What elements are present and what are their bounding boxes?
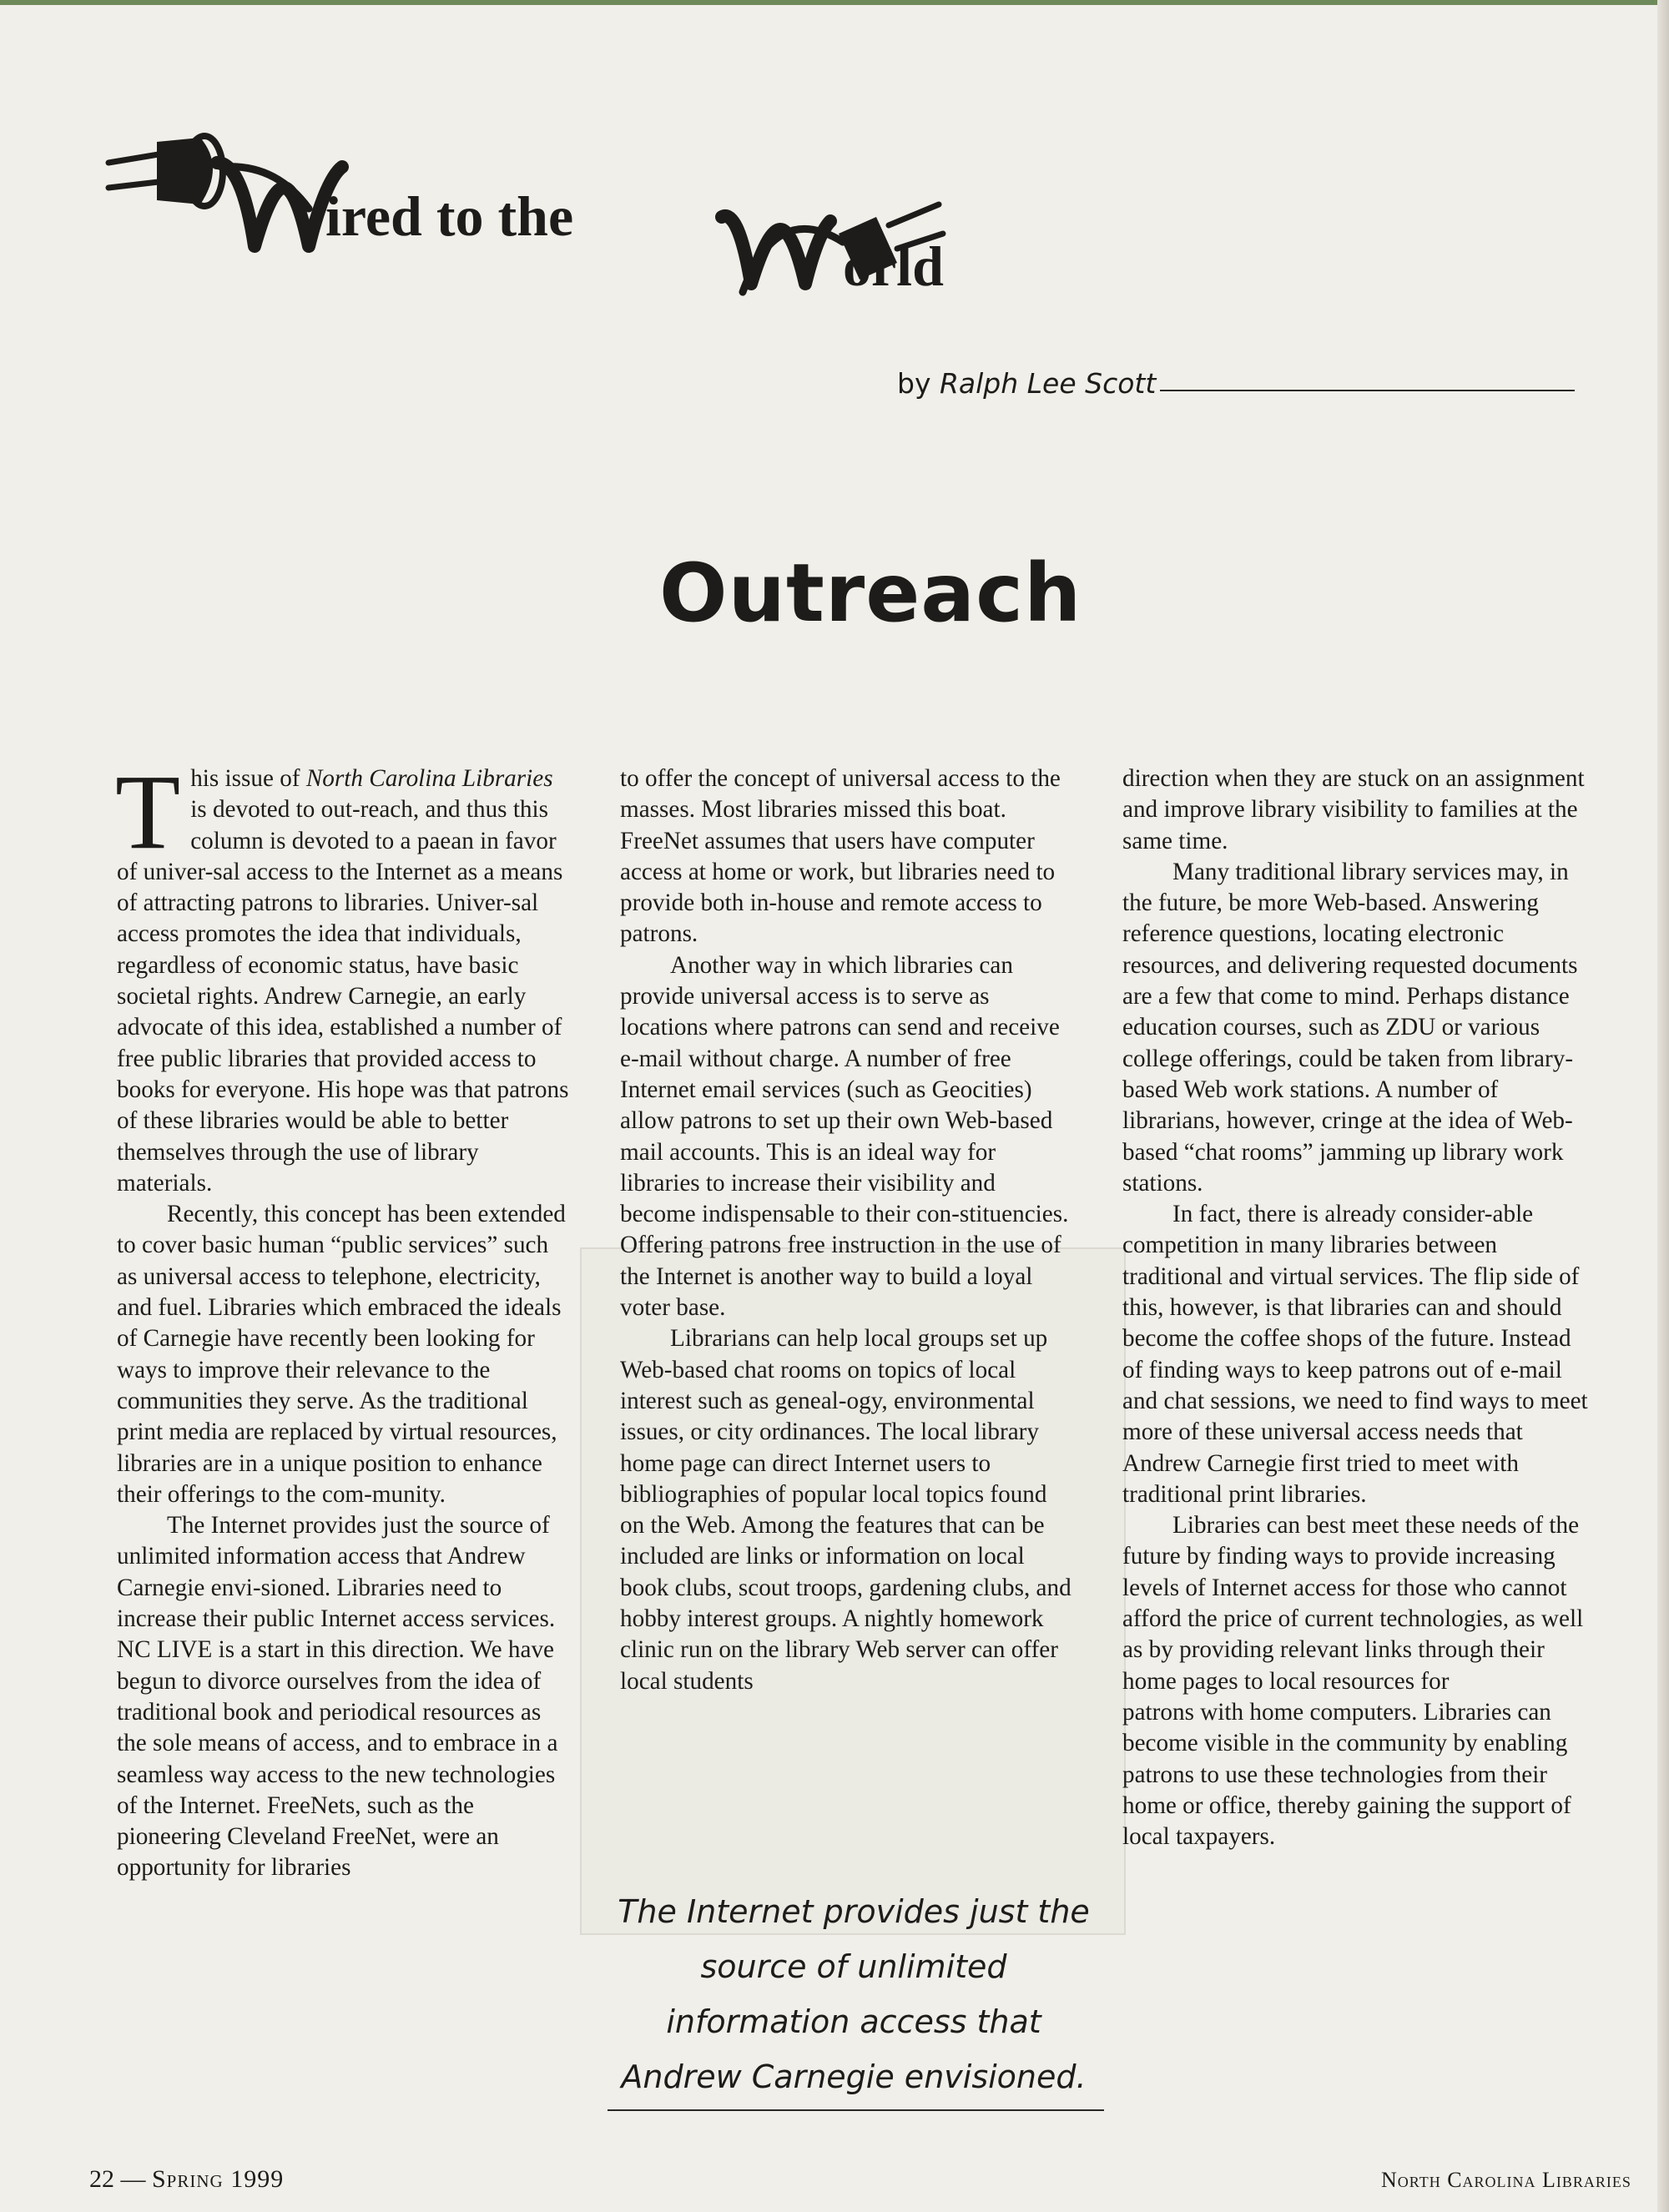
paragraph: The Internet provides just the source of unlimited information access that Andrew Carnegie envi-sioned. Libraries need to increase their public Internet access services. NC LIVE is a start in this direction. We have begun to divorce ourselves from the idea of traditional book and periodical resources as the sole means of access, and to embrace in a seamless way access to the new technologies of the Internet. FreeNets, such as the pioneering Cleveland FreeNet, were an opportunity for libraries (117, 1512, 558, 1882)
footer-journal: North Carolina Libraries (1381, 2168, 1631, 2192)
pull-quote: The Internet provides just the source of unlimited information access that Andrew Carnegie envisioned. (618, 1893, 1090, 2095)
column-2 (620, 763, 1075, 1697)
journal-name: North Carolina Libraries (305, 765, 553, 792)
page-top-edge (0, 0, 1669, 5)
page-number: 22 (89, 2165, 114, 2193)
paragraph: Recently, this concept has been extended to cover basic human “public services” such as universal access to telephone, electricity, and fuel. Libraries which embraced the ideals of Carnegie have recently been looking for ways to improve their relevance to the communities they serve. As the traditional print media are replaced by virtual resources, libraries are in a unique position to enhance their offerings to the com-munity. (117, 1201, 566, 1508)
title-part-1: ired to the (325, 184, 574, 248)
paragraph: direction when they are stuck on an assignment and improve library visibility to families at the same time. (1122, 765, 1585, 854)
paragraph: This issue of North Carolina Libraries is devoted to out-reach, and thus this column is devoted to a paean in favor of univer-sal access to the Internet as a means of attracting patrons to libraries. Univer-sal access promotes the idea that individuals, regardless of economic status, have basic societal rights. Andrew Carnegie, an early advocate of this idea, established a number of free public libraries that provided access to books for everyone. His hope was that patrons of these libraries would be able to better themselves through the use of library materials. (115, 753, 569, 1197)
paragraph: Libraries can best meet these needs of the future by finding ways to provide increasing levels of Internet access for those who cannot afford the price of current technologies, as well as by providing relevant links through their home pages to local resources for (1122, 1512, 1584, 1695)
byline-prefix: by (897, 367, 931, 400)
footer-left: 22 — Spring 1999 (89, 2165, 285, 2193)
byline (897, 367, 1156, 400)
byline-rule (1160, 390, 1575, 391)
column-1 (115, 753, 572, 1884)
column-3 (1122, 763, 1590, 1852)
author-name: Ralph Lee Scott (939, 367, 1157, 400)
paragraph: Another way in which libraries can provide universal access is to serve as locations where patrons can send and receive e-mail without charge. A number of free Internet email services (such as Geocities) allow patrons to set up their own Web-based mail accounts. This is an ideal way for libraries to increase their visibility and become indispensable to their con-stituencies. Offering patrons free instruction in the use of the Internet is another way to build a loyal voter base. (620, 951, 1069, 1322)
paragraph-tail: patrons with home computers. Libraries can become visible in the community by enabling patrons to use these technologies from their home or office, thereby gaining the support of local taxpayers. (1122, 1698, 1571, 1851)
paragraph: Many traditional library services may, in the future, be more Web-based. Answering reference questions, locating electronic resources, and delivering requested documents are a few that come to mind. Perhaps distance education courses, such as ZDU or various college offerings, could be taken from library-based Web work stations. A number of librarians, however, cringe at the idea of Web-based “chat rooms” jamming up library work stations. (1122, 858, 1578, 1197)
article-title: Outreach (659, 547, 1082, 640)
issue-date: Spring 1999 (152, 2165, 285, 2193)
pull-quote-rule (608, 2109, 1104, 2111)
page-binding-shadow (1657, 0, 1669, 2212)
paragraph: Librarians can help local groups set up Web-based chat rooms on topics of local interest such as geneal-ogy, environmental issues, or city ordinances. The local library home page can direct Internet users to bibliographies of popular local topics found on the Web. Among the features that can be included are links or information on local book clubs, scout troops, gardening clubs, and hobby interest groups. A nightly homework clinic run on the library Web server can offer local students (620, 1325, 1071, 1695)
paragraph: In fact, there is already consider-able competition in many libraries between traditional and virtual services. The flip side of this, however, is that libraries can and should become the coffee shops of the future. Instead of finding ways to keep patrons out of e-mail and chat sessions, we need to find ways to meet more of these universal access needs that Andrew Carnegie first tried to meet with traditional print libraries. (1122, 1201, 1588, 1508)
drop-cap: T (115, 753, 181, 871)
paragraph: to offer the concept of universal access to the masses. Most libraries missed this boat. FreeNet assumes that users have computer access at home or work, but libraries need to provide both in-house and remote access to patrons. (620, 765, 1061, 948)
title-part-2: orld (843, 234, 944, 298)
